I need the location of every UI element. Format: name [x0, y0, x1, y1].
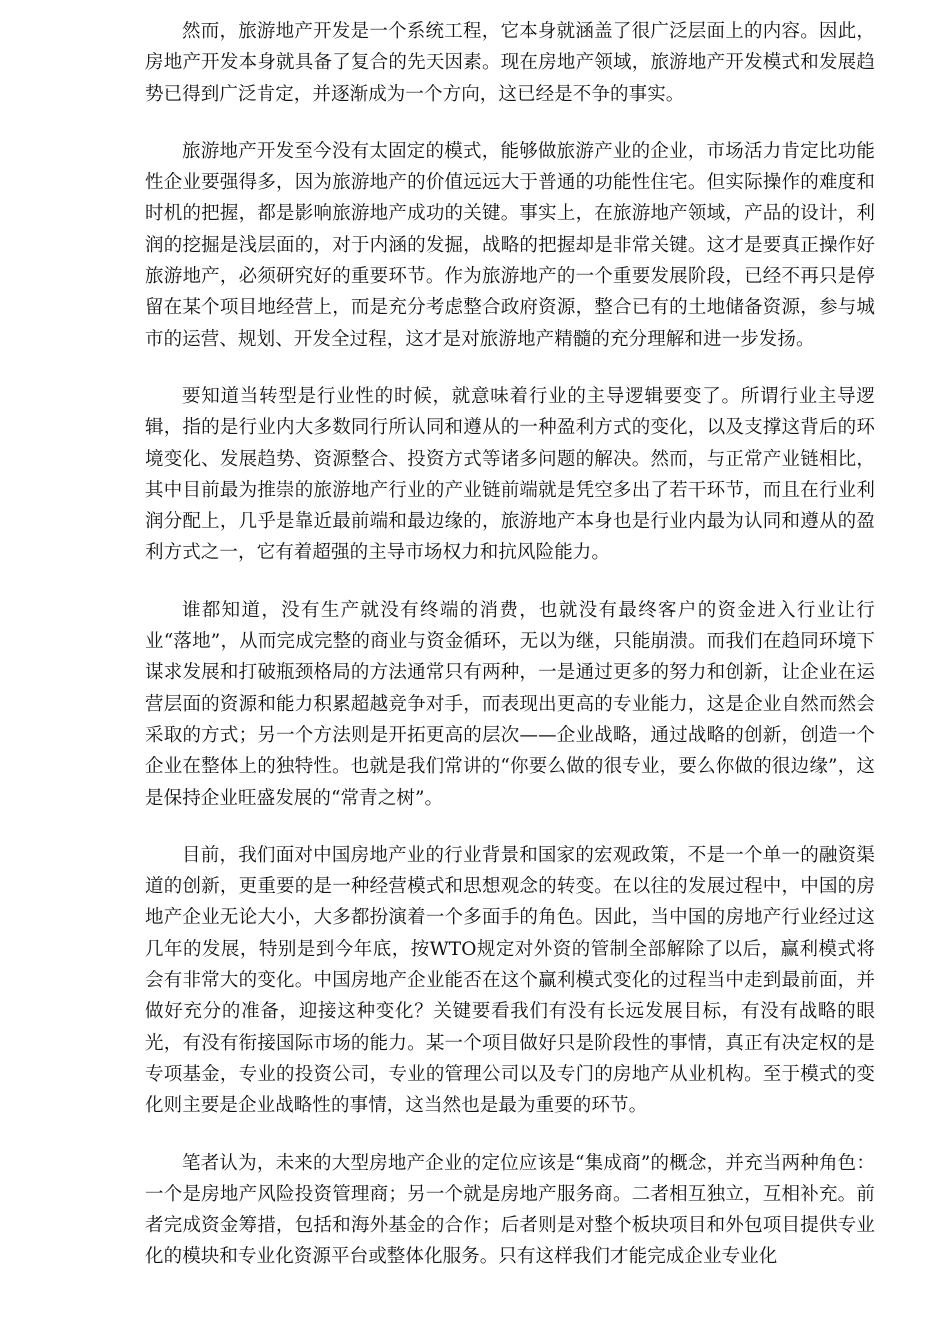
paragraph-1: 然而，旅游地产开发是一个系统工程，它本身就涵盖了很广泛层面上的内容。因此，房地产开发本身就具备了复合的先天因素。现在房地产领域，旅游地产开发模式和发展趋势已得到广泛肯定，并逐渐成为一个方向，这已经是不争的事实。 [145, 21, 875, 105]
paragraph-3: 要知道当转型是行业性的时候，就意味着行业的主导逻辑要变了。所谓行业主导逻辑，指的是行业内大多数同行所认同和遵从的一种盈利方式的变化，以及支撑这背后的环境变化、发展趋势、资源整合、投资方式等诸多问题的解决。然而，与正常产业链相比，其中目前最为推崇的旅游地产行业的产业链前端就是凭空多出了若干环节，而且在行业利润分配上，几乎是靠近最前端和最边缘的，旅游地产本身也是行业内最为认同和遵从的盈利方式之一，它有着超强的主导市场权力和抗风险能力。 [145, 385, 875, 564]
paragraph-2: 旅游地产开发至今没有太固定的模式，能够做旅游产业的企业，市场活力肯定比功能性企业要强得多，因为旅游地产的价值远远大于普通的功能性住宅。但实际操作的难度和时机的把握，都是影响旅游地产成功的关键。事实上，在旅游地产领域，产品的设计，利润的挖掘是浅层面的，对于内涵的发掘，战略的把握却是非常关键。这才是要真正操作好旅游地产，必须研究好的重要环节。作为旅游地产的一个重要发展阶段，已经不再只是停留在某个项目地经营上，而是充分考虑整合政府资源，整合已有的土地储备资源，参与城市的运营、规划、开发全过程，这才是对旅游地产精髓的充分理解和进一步发扬。 [145, 140, 875, 350]
paragraph-5: 目前，我们面对中国房地产业的行业背景和国家的宏观政策，不是一个单一的融资渠道的创新，更重要的是一种经营模式和思想观念的转变。在以往的发展过程中，中国的房地产企业无论大小，大多都扮演着一个多面手的角色。因此，当中国的房地产行业经过这几年的发展，特别是到今年底，按WTO规定对外资的管制全部解除了以后，赢利模式将会有非常大的变化。中国房地产企业能否在这个赢利模式变化的过程当中走到最前面，并做好充分的准备，迎接这种变化？关键要看我们有没有长远发展目标，有没有战略的眼光，有没有衔接国际市场的能力。某一个项目做好只是阶段性的事情，真正有决定权的是专项基金，专业的投资公司，专业的管理公司以及专门的房地产从业机构。至于模式的变化则主要是企业战略性的事情，这当然也是最为重要的环节。 [145, 844, 875, 1117]
paragraph-4: 谁都知道，没有生产就没有终端的消费，也就没有最终客户的资金进入行业让行业“落地”，从而完成完整的商业与资金循环，无以为继，只能崩溃。而我们在趋同环境下谋求发展和打破瓶颈格局的方法通常只有两种，一是通过更多的努力和创新，让企业在运营层面的资源和能力积累超越竞争对手，而表现出更高的专业能力，这是企业自然而然会采取的方式；另一个方法则是开拓更高的层次——企业战略，通过战略的创新，创造一个企业在整体上的独特性。也就是我们常讲的“你要么做的很专业，要么你做的很边缘”，这是保持企业旺盛发展的“常青之树”。 [145, 599, 875, 809]
paragraph-6: 笔者认为，未来的大型房地产企业的定位应该是“集成商”的概念，并充当两种角色：一个是房地产风险投资管理商；另一个就是房地产服务商。二者相互独立，互相补充。前者完成资金筹措，包括和海外基金的合作；后者则是对整个板块项目和外包项目提供专业化的模块和专业化资源平台或整体化服务。只有这样我们才能完成企业专业化 [145, 1152, 875, 1268]
document-body [145, 16, 875, 1299]
